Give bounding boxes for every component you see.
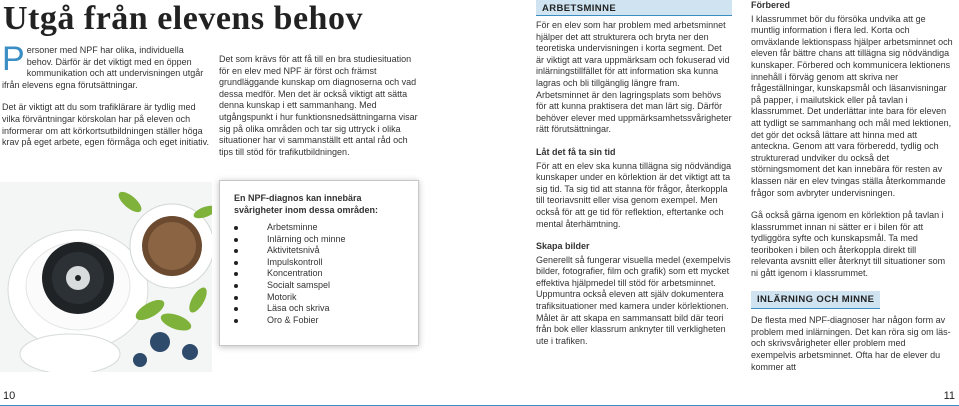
drop-cap: P	[2, 40, 25, 78]
page-number-right: 11	[943, 390, 955, 402]
page-title: Utgå från elevens behov	[3, 0, 363, 37]
list-item: Socialt samspel	[234, 280, 404, 292]
list-item: Inlärning och minne	[234, 234, 404, 246]
intro-paragraph-2: Det är viktigt att du som trafiklärare är tydlig med vilka förväntningar körskolan har på eleven och informerar om att körkortsutbildningen ställer höga krav på eget arbete, egen förmåga och eget initiativ.	[2, 102, 209, 148]
section-heading-inlarning: INLÄRNING OCH MINNE	[751, 291, 880, 310]
inlarning-paragraph: De flesta med NPF-diagnoser har någon form av problem med inlärningen. Det kan röra sig om läs- och skrivsvårigheter eller problem med exempelvis arbetsminnet. Ofta har de elever du kommer att	[751, 315, 951, 372]
subheading-bilder: Skapa bilder	[536, 241, 590, 252]
forbered-paragraph-2: Gå också gärna igenom en körlektion på tavlan i klassrummet innan ni sätter er i bilen för att tydliggöra syfte och kunskapsmål. Ta med teoriboken i bilen och återkoppla direkt till relevanta avsnitt eller återknyt till situationer som ni gått igenom i klassrummet.	[751, 210, 946, 279]
list-item: Aktivitetsnivå	[234, 245, 404, 257]
subheading-tid: Låt det få ta sin tid	[536, 146, 616, 157]
list-item: Arbetsminne	[234, 222, 404, 234]
npf-areas-box	[219, 180, 419, 346]
left-column-2	[219, 54, 421, 169]
subheading-forbered: Förbered	[751, 0, 791, 10]
photo-illustration	[0, 182, 212, 372]
intro-text: ersoner med NPF har olika, individuella behov. Därför är det viktigt med en öppen kommunikation och att undervisningen utgår ifrån elevens egna förutsättningar.	[2, 45, 204, 90]
intro-paragraph	[2, 40, 212, 91]
section-heading-arbetsminne: ARBETSMINNE	[536, 0, 732, 16]
right-column-1	[536, 20, 732, 358]
page-number-left: 10	[3, 390, 16, 402]
tid-paragraph: För att en elev ska kunna tillägna sig nödvändiga kunskaper under en körlektion är det viktigt att ta sig tid. Ta sig tid att stanna för frågor, återkoppla till teoriavsnitt eller visa genom exempel. Men också för att ge tid för reflektion, eftertanke och mental återhämtning.	[536, 160, 732, 229]
bilder-paragraph: Generellt så fungerar visuella medel (exempelvis bilder, fotografier, film och grafik) som ett mycket effektiva hjälpmedel till stöd för arbetsminnet. Uppmuntra också eleven att själv dokumentera trafiksituationer med kamera under körlektionen. Målet är att skapa en sammansatt bild där teori från bok eller klassrum anknyter till verkligheten ute i trafiken.	[536, 254, 731, 346]
forbered-paragraph: I klassrummet bör du försöka undvika att ge muntlig information i flera led. Korta och omväxlande lektionspass hjälper arbetsminnet och eleven får bättre chans att tillägna sig nödvändiga kunskaper. Förbered och kommunicera lektionens innehåll i förväg genom att skriva ner frågeställningar, kunskapsmål och läsanvisningar på papper, i mailutskick eller på tavlan i klassrummet. Det underlättar inte bara för eleven att tydligt se sammanhang och mål med lektionen, det gör det också lättare att hinna med att anteckna. Genom att vara förberedd, tydlig och strukturerad undviker du också det störningsmoment det kan innebära för resten av klassen när en elev tvingas ställa återkommande frågor som avbryter undervisningen.	[751, 13, 953, 198]
list-item: Oro & Fobier	[234, 315, 404, 327]
intro-column	[2, 40, 212, 160]
list-item: Motorik	[234, 292, 404, 304]
right-column-2	[751, 0, 953, 384]
right-page	[480, 0, 959, 406]
column-2-paragraph: Det som krävs för att få till en bra studiesituation för en elev med NPF är först och främst grundläggande kunskap om diagnoserna och vad dessa medför. Men det är också viktigt att sätta denna kunskap i ett sammanhang. Med utgångspunkt i hur funktionsnedsättningarna visar sig på olika områden och tar sig uttryck i olika situationer har vi sammanställt ett antal råd och tips till stöd för trafikutbildningen.	[219, 54, 418, 157]
list-item: Läsa och skriva	[234, 303, 404, 315]
box-title: En NPF-diagnos kan innebära svårigheter inom dessa områden:	[234, 193, 379, 215]
list-item: Koncentration	[234, 268, 404, 280]
coffee-cups-photo	[0, 182, 212, 372]
list-item: Impulskontroll	[234, 257, 404, 269]
areas-list	[234, 222, 404, 326]
arbetsminne-paragraph: För en elev som har problem med arbetsminnet hjälper det att strukturera och bryta ner den teoretiska undervisningen i korta segment. Det är viktigt att vara uppmärksam och fokuserad vid inlärningstillfället för att information ska kunna lagras och bli tillgänglig längre fram. Arbetsminnet är den lagringsplats som behövs för att kunna praktisera det man lärt sig. Därför behöver elever med uppmärksamhetssvårigheter rätt förutsättningar.	[536, 20, 732, 135]
